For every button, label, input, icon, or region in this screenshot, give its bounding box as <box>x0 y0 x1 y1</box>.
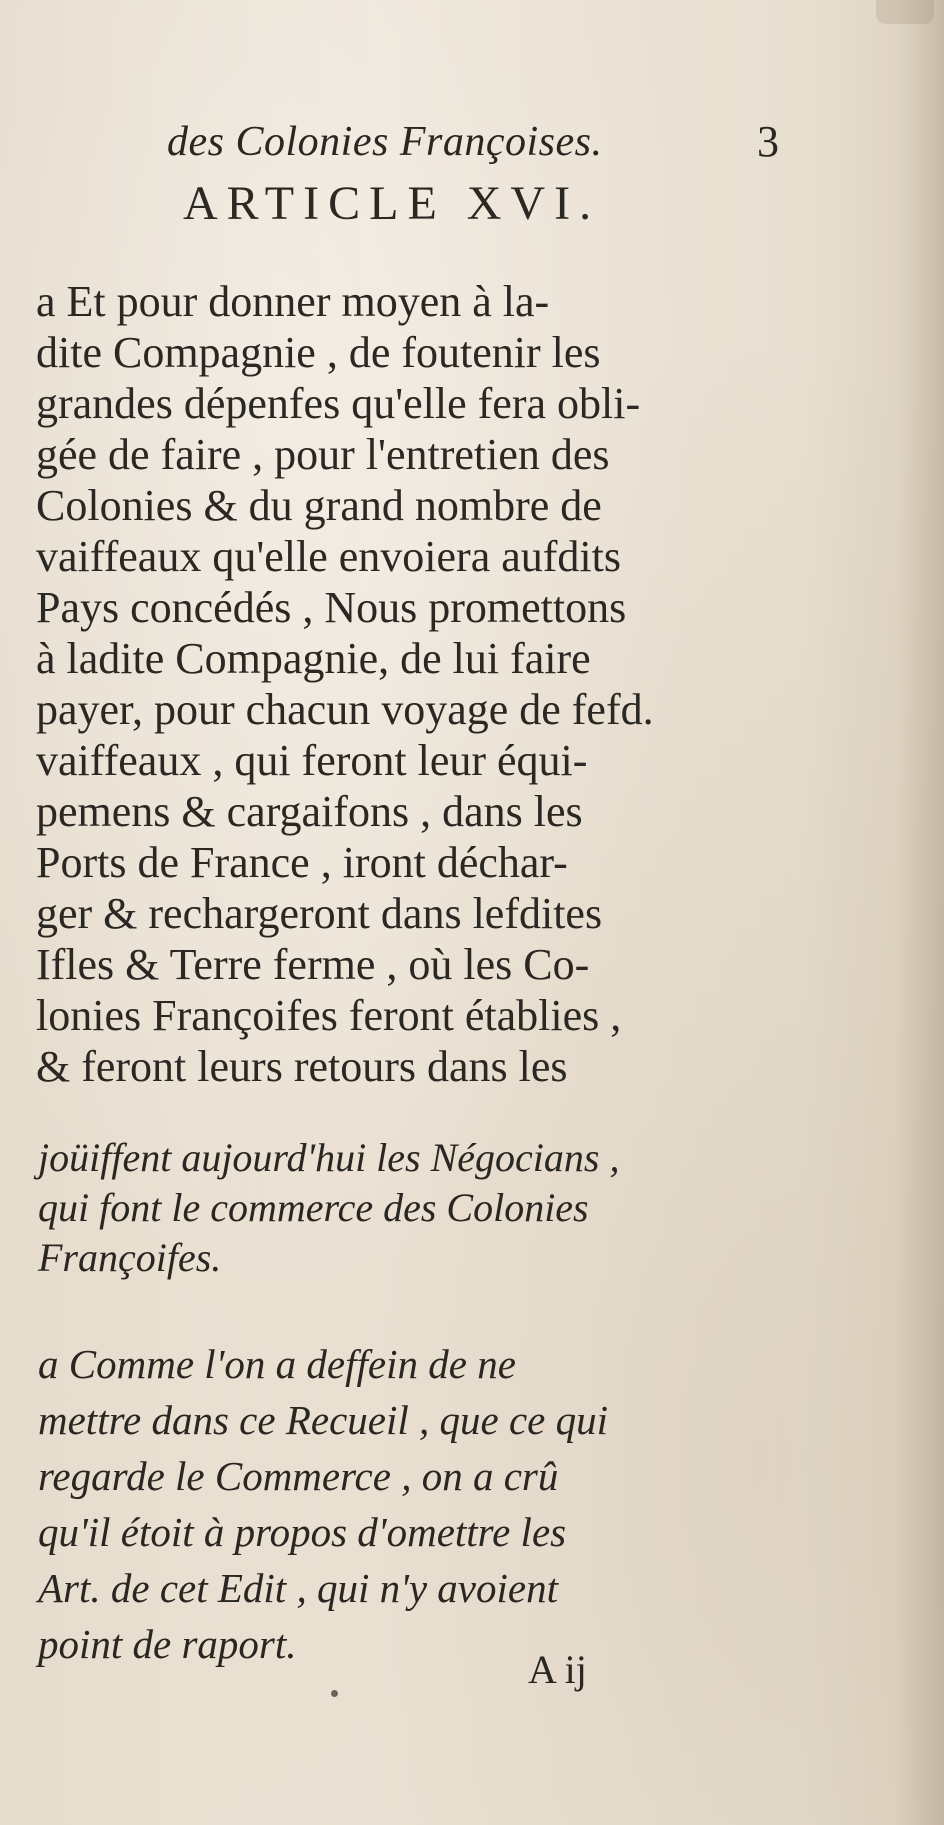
body-line: Ifles & Terre ferme , où les Co- <box>36 940 590 989</box>
body-line: & feront leurs retours dans les <box>36 1042 568 1091</box>
body-text <box>36 276 780 1092</box>
note-line: joüiffent aujourd'hui les Négocians , <box>38 1135 620 1180</box>
body-line: dite Compagnie , de foutenir les <box>36 328 601 377</box>
page-number: 3 <box>757 117 779 166</box>
footnote-line: Art. de cet Edit , qui n'y avoient <box>38 1565 558 1611</box>
footnote-line: a Comme l'on a deffein de ne <box>38 1341 516 1387</box>
paper-stain <box>876 0 934 24</box>
footnote-line: qu'il étoit à propos d'omettre les <box>38 1509 567 1555</box>
note-line: Françoifes. <box>38 1235 222 1280</box>
body-line: Colonies & du grand nombre de <box>36 481 602 530</box>
footnote <box>38 1336 778 1672</box>
body-line: à ladite Compagnie, de lui faire <box>36 634 591 683</box>
footnote-line: regarde le Commerce , on a crû <box>38 1453 559 1499</box>
footnote-line: mettre dans ce Recueil , que ce qui <box>38 1397 608 1443</box>
running-head <box>167 118 877 168</box>
footnote-line: point de raport. <box>38 1621 297 1667</box>
body-line: vaiffeaux qu'elle envoiera aufdits <box>36 532 621 581</box>
note-continuation <box>38 1133 778 1283</box>
ink-dot <box>331 1690 338 1697</box>
note-line: qui font le commerce des Colonies <box>38 1185 589 1230</box>
body-line: grandes dépenfes qu'elle fera obli- <box>36 379 641 428</box>
body-line: pemens & cargaifons , dans les <box>36 787 583 836</box>
signature-mark: A ij <box>528 1647 587 1692</box>
body-line: payer, pour chacun voyage de fefd. <box>36 685 654 734</box>
body-line: ger & rechargeront dans lefdites <box>36 889 603 938</box>
page-edge-shadow <box>896 0 944 1825</box>
running-title: des Colonies Françoises. <box>167 119 603 165</box>
body-line: a Et pour donner moyen à la- <box>36 277 550 326</box>
body-line: Pays concédés , Nous promettons <box>36 583 627 632</box>
article-heading: ARTICLE XVI. <box>183 177 601 230</box>
body-line: lonies Françoifes feront établies , <box>36 991 622 1040</box>
body-line: vaiffeaux , qui feront leur équi- <box>36 736 588 785</box>
body-line: Ports de France , iront déchar- <box>36 838 568 887</box>
body-line: gée de faire , pour l'entretien des <box>36 430 610 479</box>
